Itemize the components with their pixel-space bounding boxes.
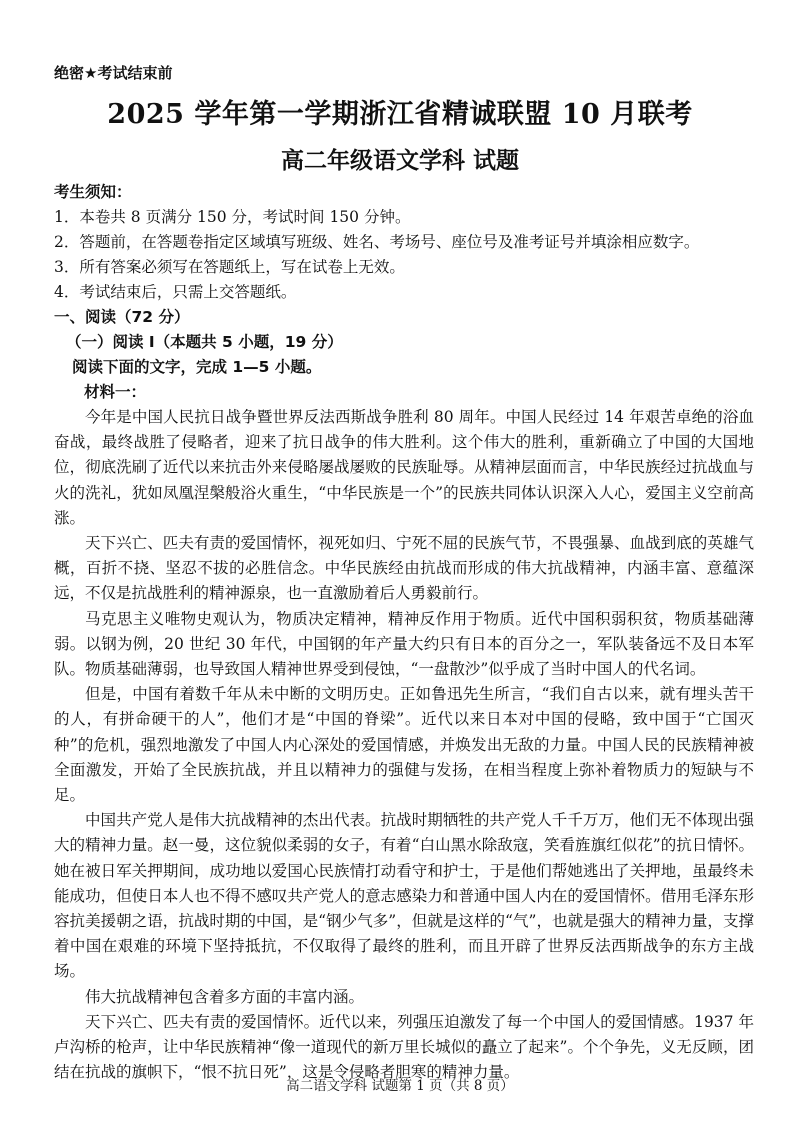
- sub-section-heading: （一）阅读 I（本题共 5 小题，19 分）: [66, 333, 343, 351]
- instruction-item: 2．答题前，在答题卷指定区域填写班级、姓名、考场号、座位号及准考证号并填涂相应数字。: [54, 233, 700, 251]
- instruction-item: 1．本卷共 8 页满分 150 分，考试时间 150 分钟。: [54, 208, 411, 226]
- paragraph: 今年是中国人民抗日战争暨世界反法西斯战争胜利 80 周年。中国人民经过 14 年艰苦卓绝的浴血奋战，最终战胜了侵略者，迎来了抗日战争的伟大胜利。这个伟大的胜利，重新确立了中国的大国地位，彻底洗刷了近代以来抗击外来侵略屡战屡败的民族耻辱。从精神层面而言，中华民族经过抗战血与火的洗礼，犹如凤凰涅槃般浴火重生，“中华民族是一个”的民族共同体认识深入人心，爱国主义空前高涨。: [54, 408, 754, 527]
- reading-direction: 阅读下面的文字，完成 1—5 小题。: [72, 358, 322, 376]
- material-label: 材料一：: [84, 383, 147, 401]
- exam-body: [54, 180, 754, 1085]
- paragraph: 中国共产党人是伟大抗战精神的杰出代表。抗战时期牺牲的共产党人千千万万，他们无不体现出强大的精神力量。赵一曼，这位貌似柔弱的女子，有着“白山黑水除敌寇，笑看旌旗红似花”的抗日情怀。她在被日军关押期间，成功地以爱国心民族情打动看守和护士，于是他们帮她逃出了关押地，虽最终未能成功，但使日本人也不得不感叹共产党人的意志感染力和普通中国人内在的爱国情怀。借用毛泽东形容抗美援朝之语，抗战时期的中国，是“钢少气多”，但就是这样的“气”，也就是强大的精神力量，支撑着中国在艰难的环境下坚持抵抗，不仅取得了最终的胜利，而且开辟了世界反法西斯战争的东方主战场。: [54, 811, 754, 981]
- exam-subtitle: 高二年级语文学科 试题: [280, 147, 519, 174]
- instruction-item: 3．所有答案必须写在答题纸上，写在试卷上无效。: [54, 258, 405, 276]
- paragraph: 天下兴亡、匹夫有责的爱国情怀，视死如归、宁死不屈的民族气节，不畏强暴、血战到底的英雄气概，百折不挠、坚忍不拔的必胜信念。中华民族经由抗战而形成的伟大抗战精神，内涵丰富、意蕴深远，不仅是抗战胜利的精神源泉，也一直激励着后人勇毅前行。: [54, 534, 754, 603]
- instructions-heading: 考生须知：: [54, 183, 132, 201]
- paragraph: 马克思主义唯物史观认为，物质决定精神，精神反作用于物质。近代中国积弱积贫，物质基础薄弱。以钢为例，20 世纪 30 年代，中国钢的年产量大约只有日本的百分之一，军队装备远不及日本军队。物质基础薄弱，也导致国人精神世界受到侵蚀，“一盘散沙”似乎成了当时中国人的代名词。: [54, 609, 754, 679]
- page-footer: 高二语文学科 试题第 1 页（共 8 页）: [286, 1078, 514, 1094]
- paragraph: 天下兴亡、匹夫有责的爱国情怀。近代以来，列强压迫激发了每一个中国人的爱国情感。1937 年卢沟桥的枪声，让中华民族精神“像一道现代的新万里长城似的矗立了起来”。个个争先，义无反顾，团结在抗战的旗帜下，“恨不抗日死”，这是令侵略者胆寒的精神力量。: [54, 1012, 754, 1082]
- paragraph: 但是，中国有着数千年从未中断的文明历史。正如鲁迅先生所言，“我们自古以来，就有埋头苦干的人，有拼命硬干的人”，他们才是“中国的脊梁”。近代以来日本对中国的侵略，致中国于“亡国灭种”的危机，强烈地激发了中国人内心深处的爱国情感，并焕发出无敌的力量。中国人民的民族精神被全面激发，开始了全民族抗战，并且以精神力的强健与发扬，在相当程度上弥补着物质力的短缺与不足。: [54, 685, 754, 805]
- section-heading: 一、阅读（72 分）: [54, 308, 190, 326]
- instruction-item: 4．考试结束后，只需上交答题纸。: [54, 283, 297, 301]
- paragraph: 伟大抗战精神包含着多方面的丰富内涵。: [85, 987, 365, 1006]
- secret-mark: 绝密★考试结束前: [54, 64, 173, 82]
- exam-title: 2025 学年第一学期浙江省精诚联盟 10 月联考: [107, 99, 693, 130]
